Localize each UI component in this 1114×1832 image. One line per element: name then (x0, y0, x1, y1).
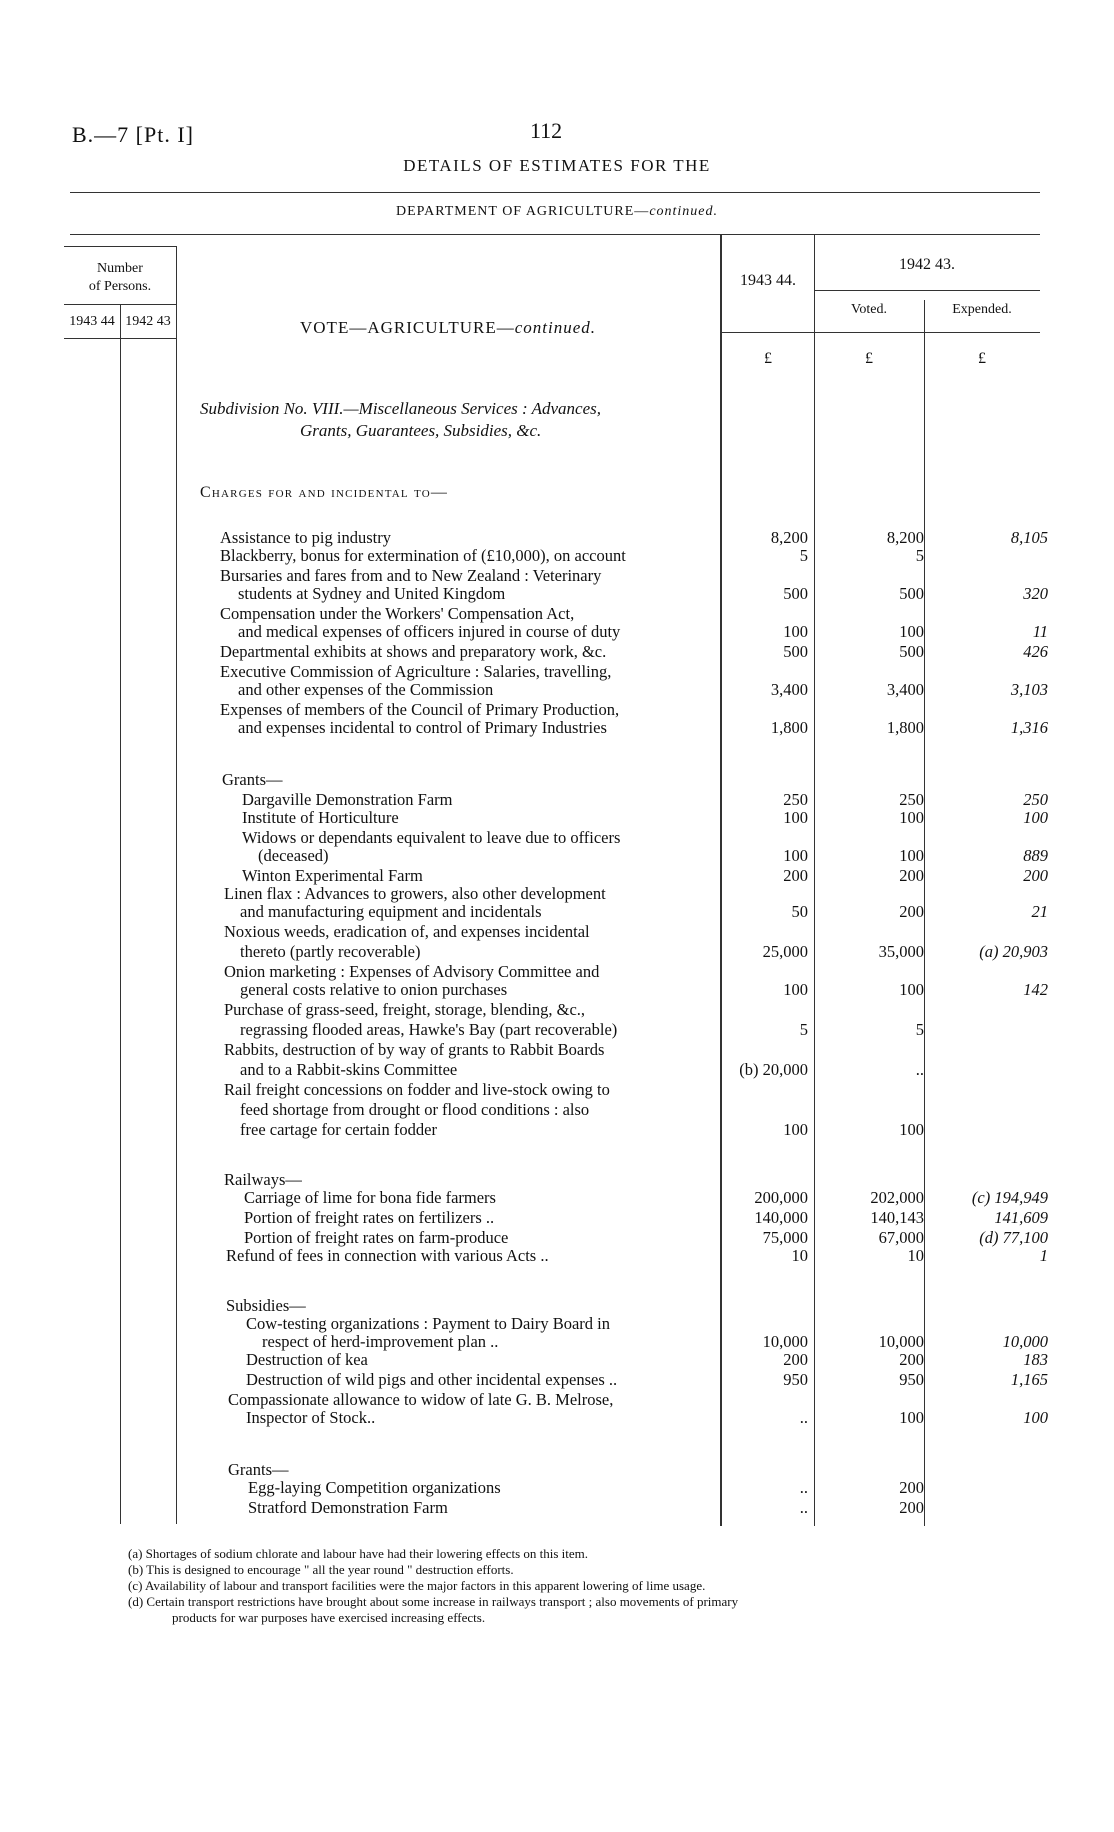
table-row: feed shortage from drought or flood conditions : also (240, 1100, 590, 1119)
expended-value: 889 (1023, 846, 1048, 865)
expended-value: 142 (1023, 980, 1048, 999)
subdivision-heading: Subdivision No. VIII.—Miscellaneous Services : Advances, Grants, Guarantees, Subsidies, &c. (200, 399, 601, 440)
voted-value: 202,000 (870, 1188, 924, 1207)
pound-sign-est: £ (764, 350, 772, 367)
estimate-value: 25,000 (762, 942, 808, 961)
table-row: and manufacturing equipment and incidentals (240, 902, 542, 921)
table-row: Blackberry, bonus for extermination of (£10,000), on account (220, 546, 626, 565)
estimate-value: 200 (783, 866, 808, 885)
table-row: Portion of freight rates on farm-produce (244, 1228, 509, 1247)
estimate-value: 75,000 (762, 1228, 808, 1247)
table-row: (deceased) (258, 846, 329, 865)
estimate-value: 5 (799, 546, 808, 565)
estimate-value: 100 (783, 622, 808, 641)
table-row: Dargaville Demonstration Farm (242, 790, 453, 809)
estimate-value: (b) 20,000 (739, 1060, 808, 1079)
table-row: Stratford Demonstration Farm (248, 1498, 448, 1517)
estimate-value: 200 (783, 1350, 808, 1369)
voted-value: 10 (907, 1246, 924, 1265)
voted-value: 100 (899, 622, 924, 641)
table-row: Compassionate allowance to widow of late G. B. Melrose, (228, 1390, 614, 1409)
footnote-b: (b) This is designed to encourage " all the year round " destruction efforts. (128, 1562, 514, 1577)
estimate-value: 10,000 (762, 1332, 808, 1351)
voted-value: 3,400 (886, 680, 924, 699)
expended-value: 21 (1031, 902, 1048, 921)
table-row: Carriage of lime for bona fide farmers (244, 1188, 496, 1207)
vote-title: VOTE—AGRICULTURE—continued. (300, 318, 596, 337)
col-1942-persons: 1942 43 (125, 314, 171, 329)
table-row: Bursaries and fares from and to New Zealand : Veterinary (220, 566, 602, 585)
expended-value: 11 (1032, 622, 1048, 641)
table-row: regrassing flooded areas, Hawke's Bay (part recoverable) (240, 1020, 618, 1039)
table-row: Portion of freight rates on fertilizers .. (244, 1208, 495, 1227)
footnote-c: (c) Availability of labour and transport facilities were the major factors in this apparent lowering of lime usage. (128, 1578, 706, 1593)
department-title: DEPARTMENT OF AGRICULTURE—continued. (395, 204, 719, 219)
expended-value: (d) 77,100 (979, 1228, 1048, 1247)
table-row: Onion marketing : Expenses of Advisory Committee and (224, 962, 600, 981)
voted-value: 1,800 (886, 718, 924, 737)
estimate-value: 100 (783, 846, 808, 865)
table-row: Cow-testing organizations : Payment to Dairy Board in (246, 1314, 611, 1333)
estimate-value: 100 (783, 1120, 808, 1139)
voted-value: 500 (899, 584, 924, 603)
table-row: and other expenses of the Commission (238, 680, 494, 699)
estimate-value: 250 (783, 790, 808, 809)
table-row: and expenses incidental to control of Primary Industries (238, 718, 607, 737)
estimate-value: 140,000 (754, 1208, 808, 1227)
voted-value: .. (915, 1060, 924, 1079)
expended-value: 100 (1023, 1408, 1048, 1427)
page-number: 112 (530, 118, 563, 143)
expended-value: 1 (1039, 1246, 1048, 1265)
estimate-value: .. (799, 1498, 808, 1517)
table-row: Rail freight concessions on fodder and live-stock owing to (224, 1080, 610, 1099)
number-of-persons-header: Number of Persons. (88, 261, 152, 294)
table-row: Inspector of Stock.. (246, 1408, 376, 1427)
table-row: Linen flax : Advances to growers, also other development (224, 884, 606, 903)
estimate-value: 10 (791, 1246, 808, 1265)
col-estimate-header: 1943 44. (740, 272, 796, 289)
estimate-value: 5 (799, 1020, 808, 1039)
table-row: and to a Rabbit-skins Committee (240, 1060, 458, 1079)
estimate-value: 100 (783, 808, 808, 827)
col-1943-persons: 1943 44 (69, 314, 115, 329)
estimate-value: 50 (791, 902, 808, 921)
voted-value: 67,000 (878, 1228, 924, 1247)
table-row: Egg-laying Competition organizations (248, 1478, 501, 1497)
voted-value: 35,000 (878, 942, 924, 961)
table-row: Compensation under the Workers' Compensation Act, (220, 604, 575, 623)
table-row: free cartage for certain fodder (240, 1120, 437, 1139)
table-row: Destruction of wild pigs and other incidental expenses .. (246, 1370, 618, 1389)
table-row: Executive Commission of Agriculture : Salaries, travelling, (220, 662, 612, 681)
table-row: Grants— (222, 770, 283, 789)
pound-sign-expended: £ (978, 350, 986, 367)
expended-value: 183 (1023, 1350, 1048, 1369)
expended-value: (a) 20,903 (979, 942, 1048, 961)
voted-value: 5 (915, 546, 924, 565)
table-row: Noxious weeds, eradication of, and expenses incidental (224, 922, 590, 941)
charges-heading: Charges for and incidental to— (200, 484, 449, 501)
estimate-value: 500 (783, 642, 808, 661)
voted-value: 140,143 (870, 1208, 924, 1227)
voted-value: 100 (899, 1120, 924, 1139)
estimate-value: 8,200 (770, 528, 808, 547)
estimate-value: 100 (783, 980, 808, 999)
table-row: Assistance to pig industry (220, 528, 391, 547)
estimate-value: 1,800 (770, 718, 808, 737)
expended-value: 1,316 (1010, 718, 1048, 737)
table-row: thereto (partly recoverable) (240, 942, 421, 961)
footnote-d: (d) Certain transport restrictions have brought about some increase in railways transport ; also movements of primary (128, 1594, 739, 1609)
voted-value: 100 (899, 808, 924, 827)
estimate-value: .. (799, 1478, 808, 1497)
voted-value: 500 (899, 642, 924, 661)
expended-value: 426 (1023, 642, 1048, 661)
table-row: respect of herd-improvement plan .. (262, 1332, 499, 1351)
table-row: and medical expenses of officers injured in course of duty (238, 622, 621, 641)
voted-value: 200 (899, 1498, 924, 1517)
table-row: Rabbits, destruction of by way of grants to Rabbit Boards (224, 1040, 605, 1059)
table-row: general costs relative to onion purchases (240, 980, 508, 999)
table-row: Grants— (228, 1460, 289, 1479)
voted-value: 100 (899, 846, 924, 865)
table-row: Institute of Horticulture (242, 808, 399, 827)
voted-value: 200 (899, 902, 924, 921)
pound-sign-voted: £ (865, 350, 873, 367)
table-row: Winton Experimental Farm (242, 866, 423, 885)
table-row: Destruction of kea (246, 1350, 368, 1369)
voted-value: 5 (915, 1020, 924, 1039)
voted-value: 950 (899, 1370, 924, 1389)
expended-header: Expended. (952, 302, 1012, 317)
estimate-value: 500 (783, 584, 808, 603)
table-row: Departmental exhibits at shows and preparatory work, &c. (220, 642, 607, 661)
table-row: Subsidies— (226, 1296, 306, 1315)
table-row: Widows or dependants equivalent to leave due to officers (242, 828, 621, 847)
page-title: DETAILS OF ESTIMATES FOR THE (403, 156, 711, 175)
voted-value: 100 (899, 1408, 924, 1427)
voted-header: Voted. (851, 302, 887, 317)
expended-value: 100 (1023, 808, 1048, 827)
expended-value: 10,000 (1002, 1332, 1048, 1351)
voted-value: 200 (899, 1478, 924, 1497)
table-row: Expenses of members of the Council of Primary Production, (220, 700, 620, 719)
col-prev-year-header: 1942 43. (899, 256, 955, 273)
voted-value: 200 (899, 1350, 924, 1369)
table-row: Railways— (224, 1170, 302, 1189)
expended-value: (c) 194,949 (971, 1188, 1048, 1207)
expended-value: 200 (1023, 866, 1048, 885)
estimate-value: 950 (783, 1370, 808, 1389)
footnote-a: (a) Shortages of sodium chlorate and labour have had their lowering effects on this item. (128, 1546, 589, 1561)
footnotes (128, 1546, 1028, 1626)
voted-value: 100 (899, 980, 924, 999)
expended-value: 1,165 (1010, 1370, 1048, 1389)
page-ref: B.—7 [Pt. I] (72, 122, 194, 147)
voted-value: 250 (899, 790, 924, 809)
footnote-d-cont: products for war purposes have exercised increasing effects. (172, 1610, 486, 1625)
table-row: Purchase of grass-seed, freight, storage, blending, &c., (224, 1000, 586, 1019)
expended-value: 8,105 (1010, 528, 1048, 547)
voted-value: 8,200 (886, 528, 924, 547)
estimate-value: 3,400 (770, 680, 808, 699)
expended-value: 141,609 (994, 1208, 1048, 1227)
expended-value: 250 (1023, 790, 1048, 809)
voted-value: 200 (899, 866, 924, 885)
estimate-value: .. (799, 1408, 808, 1427)
estimate-value: 200,000 (754, 1188, 808, 1207)
table-row: students at Sydney and United Kingdom (238, 584, 506, 603)
expended-value: 320 (1023, 584, 1048, 603)
expended-value: 3,103 (1010, 680, 1048, 699)
voted-value: 10,000 (878, 1332, 924, 1351)
table-row: Refund of fees in connection with various Acts .. (226, 1246, 549, 1265)
